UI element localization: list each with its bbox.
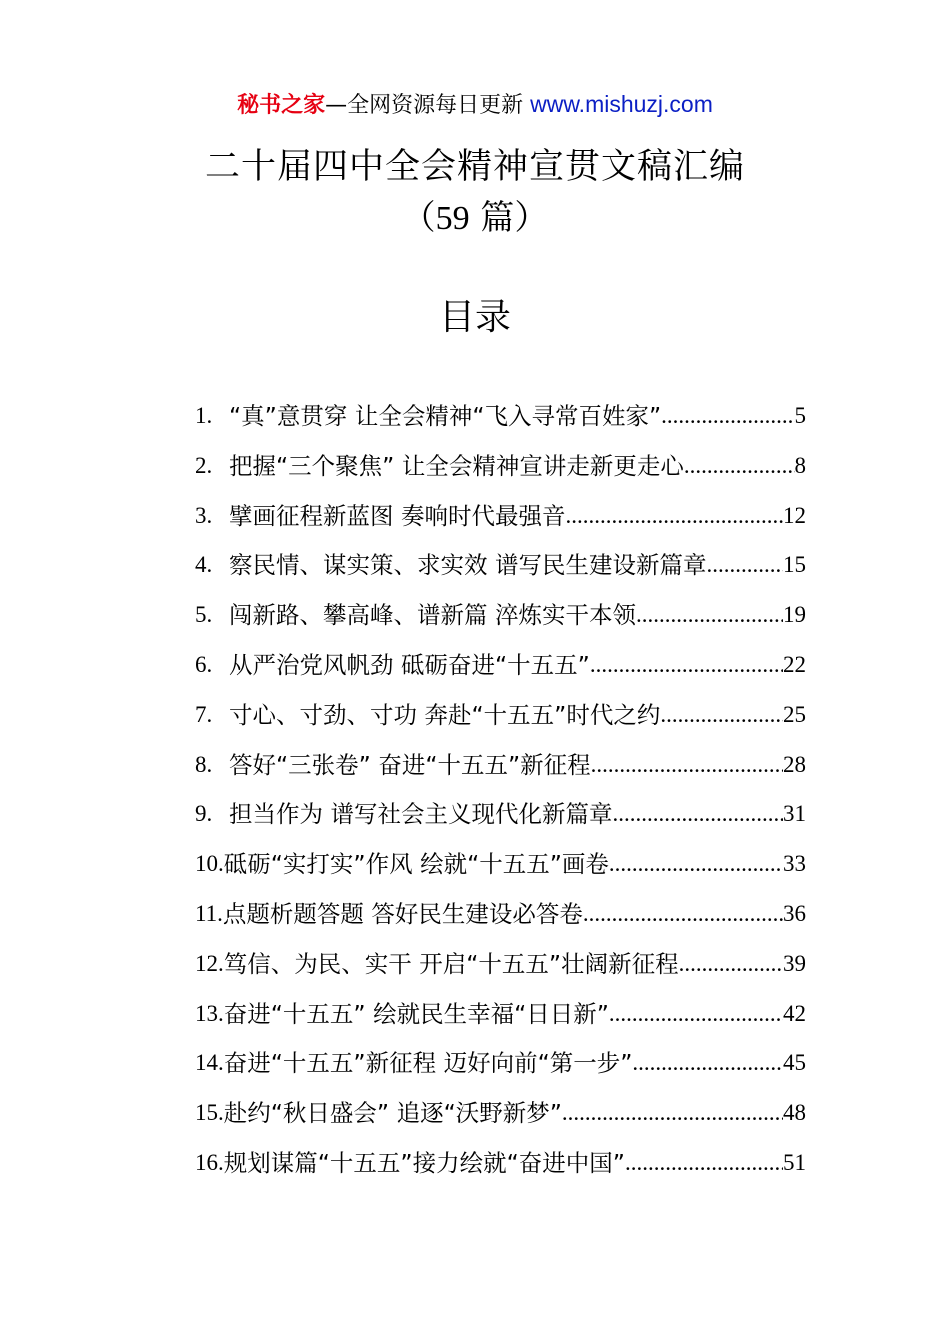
- toc-entry-number: 13.: [195, 1000, 224, 1026]
- toc-entry-number: 11.: [195, 900, 223, 926]
- toc-heading: 目录: [438, 297, 511, 338]
- toc-entry-title: “真”意贯穿 让全会精神“飞入寻常百姓家”: [229, 402, 662, 430]
- toc-dot-leader: [625, 1138, 783, 1188]
- toc-entry-number: 5.: [195, 602, 213, 628]
- toc-entry-title: 闯新路、攀高峰、谱新篇 淬炼实干本领: [229, 601, 636, 630]
- toc-entry-number: 12.: [195, 950, 224, 976]
- toc-dot-leader: [679, 939, 783, 989]
- document-subtitle: [0, 196, 950, 241]
- toc-entry-page: 5: [794, 403, 806, 428]
- toc-entry[interactable]: [195, 789, 806, 839]
- subtitle-close: 篇）: [469, 198, 549, 238]
- toc-entry-title: 把握“三个聚焦” 让全会精神宣讲走新更走心: [229, 451, 684, 480]
- toc-entry-title: 担当作为 谱写社会主义现代化新篇章: [229, 800, 613, 829]
- toc-entry-page: 19: [783, 602, 806, 628]
- toc-entry[interactable]: [195, 1038, 806, 1088]
- toc-entry-number: 4.: [195, 552, 213, 578]
- toc-dot-leader: [609, 989, 783, 1039]
- toc-dot-leader: [632, 1038, 783, 1088]
- toc-entry-title: 笃信、为民、实干 开启“十五五”壮阔新征程: [223, 949, 679, 978]
- toc-entry[interactable]: [195, 889, 806, 939]
- toc-dot-leader: [591, 740, 783, 790]
- toc-dot-leader: [609, 839, 783, 889]
- table-of-contents: [195, 391, 806, 1188]
- document-title: 二十届四中全会精神宣贯文稿汇编: [204, 147, 745, 187]
- toc-entry-page: 36: [783, 900, 806, 926]
- toc-dot-leader: [660, 690, 783, 740]
- toc-entry-page: 22: [783, 651, 806, 677]
- toc-entry-title: 寸心、寸劲、寸功 奔赴“十五五”时代之约: [229, 700, 661, 729]
- toc-entry[interactable]: [195, 939, 806, 989]
- toc-entry-page: 51: [783, 1149, 806, 1175]
- toc-entry-title: 点题析题答题 答好民生建设必答卷: [222, 899, 583, 928]
- toc-entry-page: 33: [783, 851, 806, 877]
- brand-name: 秘书之家: [237, 93, 326, 118]
- toc-dot-leader: [565, 491, 783, 541]
- toc-entry[interactable]: [195, 1138, 806, 1188]
- toc-entry-number: 8.: [195, 751, 213, 777]
- toc-entry[interactable]: [195, 1088, 806, 1138]
- toc-entry-page: 31: [783, 801, 806, 827]
- toc-entry-title: 赴约“秋日盛会” 追逐“沃野新梦”: [223, 1099, 562, 1128]
- site-url-link[interactable]: www.mishuzj.com: [530, 91, 713, 117]
- toc-entry-number: 10.: [195, 851, 224, 877]
- subtitle-open-paren: （: [401, 198, 436, 238]
- toc-entry-number: 16.: [195, 1149, 224, 1175]
- toc-entry-title: 奋进“十五五”新征程 迈好向前“第一步”: [223, 1049, 633, 1078]
- toc-entry-page: 12: [783, 502, 806, 528]
- toc-entry-title: 察民情、谋实策、求实效 谱写民生建设新篇章: [229, 551, 707, 580]
- toc-dot-leader: [706, 540, 783, 590]
- toc-entry[interactable]: [195, 441, 806, 491]
- toc-entry-number: 1.: [195, 403, 213, 428]
- toc-entry-page: 48: [783, 1100, 806, 1126]
- toc-dot-leader: [636, 590, 783, 640]
- toc-entry-number: 9.: [195, 801, 213, 827]
- toc-entry-title: 擘画征程新蓝图 奏响时代最强音: [229, 501, 566, 530]
- toc-dot-leader: [684, 441, 795, 491]
- article-count: 59: [435, 200, 470, 237]
- toc-entry[interactable]: [195, 491, 806, 541]
- toc-dot-leader: [583, 889, 783, 939]
- toc-entry[interactable]: [195, 690, 806, 740]
- toc-entry[interactable]: [195, 740, 806, 790]
- site-header: [0, 88, 950, 122]
- toc-entry-number: 15.: [195, 1100, 224, 1126]
- toc-entry-page: 15: [783, 552, 806, 578]
- toc-entry-number: 14.: [195, 1050, 224, 1076]
- toc-entry-title: 规划谋篇“十五五”接力绘就“奋进中国”: [223, 1148, 625, 1177]
- toc-entry-page: 25: [783, 701, 806, 727]
- toc-entry-number: 6.: [195, 651, 213, 677]
- toc-entry-title: 砥砺“实打实”作风 绘就“十五五”画卷: [223, 850, 609, 879]
- toc-entry[interactable]: [195, 590, 806, 640]
- toc-entry-page: 42: [783, 1000, 806, 1026]
- toc-entry-page: 28: [783, 751, 806, 777]
- toc-entry-page: 8: [794, 452, 806, 478]
- toc-dot-leader: [590, 640, 783, 690]
- toc-entry[interactable]: [195, 391, 806, 441]
- toc-dot-leader: [562, 1088, 783, 1138]
- toc-entry-page: 45: [783, 1050, 806, 1076]
- toc-entry-number: 3.: [195, 502, 213, 528]
- toc-entry-title: 从严治党风帆劲 砥砺奋进“十五五”: [229, 650, 590, 679]
- toc-entry[interactable]: [195, 839, 806, 889]
- toc-dot-leader: [661, 391, 794, 441]
- toc-entry-page: 39: [783, 950, 806, 976]
- toc-entry[interactable]: [195, 640, 806, 690]
- toc-dot-leader: [612, 789, 783, 839]
- toc-entry-number: 2.: [195, 452, 213, 478]
- header-tagline: —全网资源每日更新: [325, 93, 524, 118]
- toc-entry-title: 奋进“十五五” 绘就民生幸福“日日新”: [223, 999, 609, 1028]
- toc-entry-number: 7.: [195, 701, 213, 727]
- toc-entry-title: 答好“三张卷” 奋进“十五五”新征程: [229, 750, 591, 779]
- toc-entry[interactable]: [195, 540, 806, 590]
- toc-entry[interactable]: [195, 989, 806, 1039]
